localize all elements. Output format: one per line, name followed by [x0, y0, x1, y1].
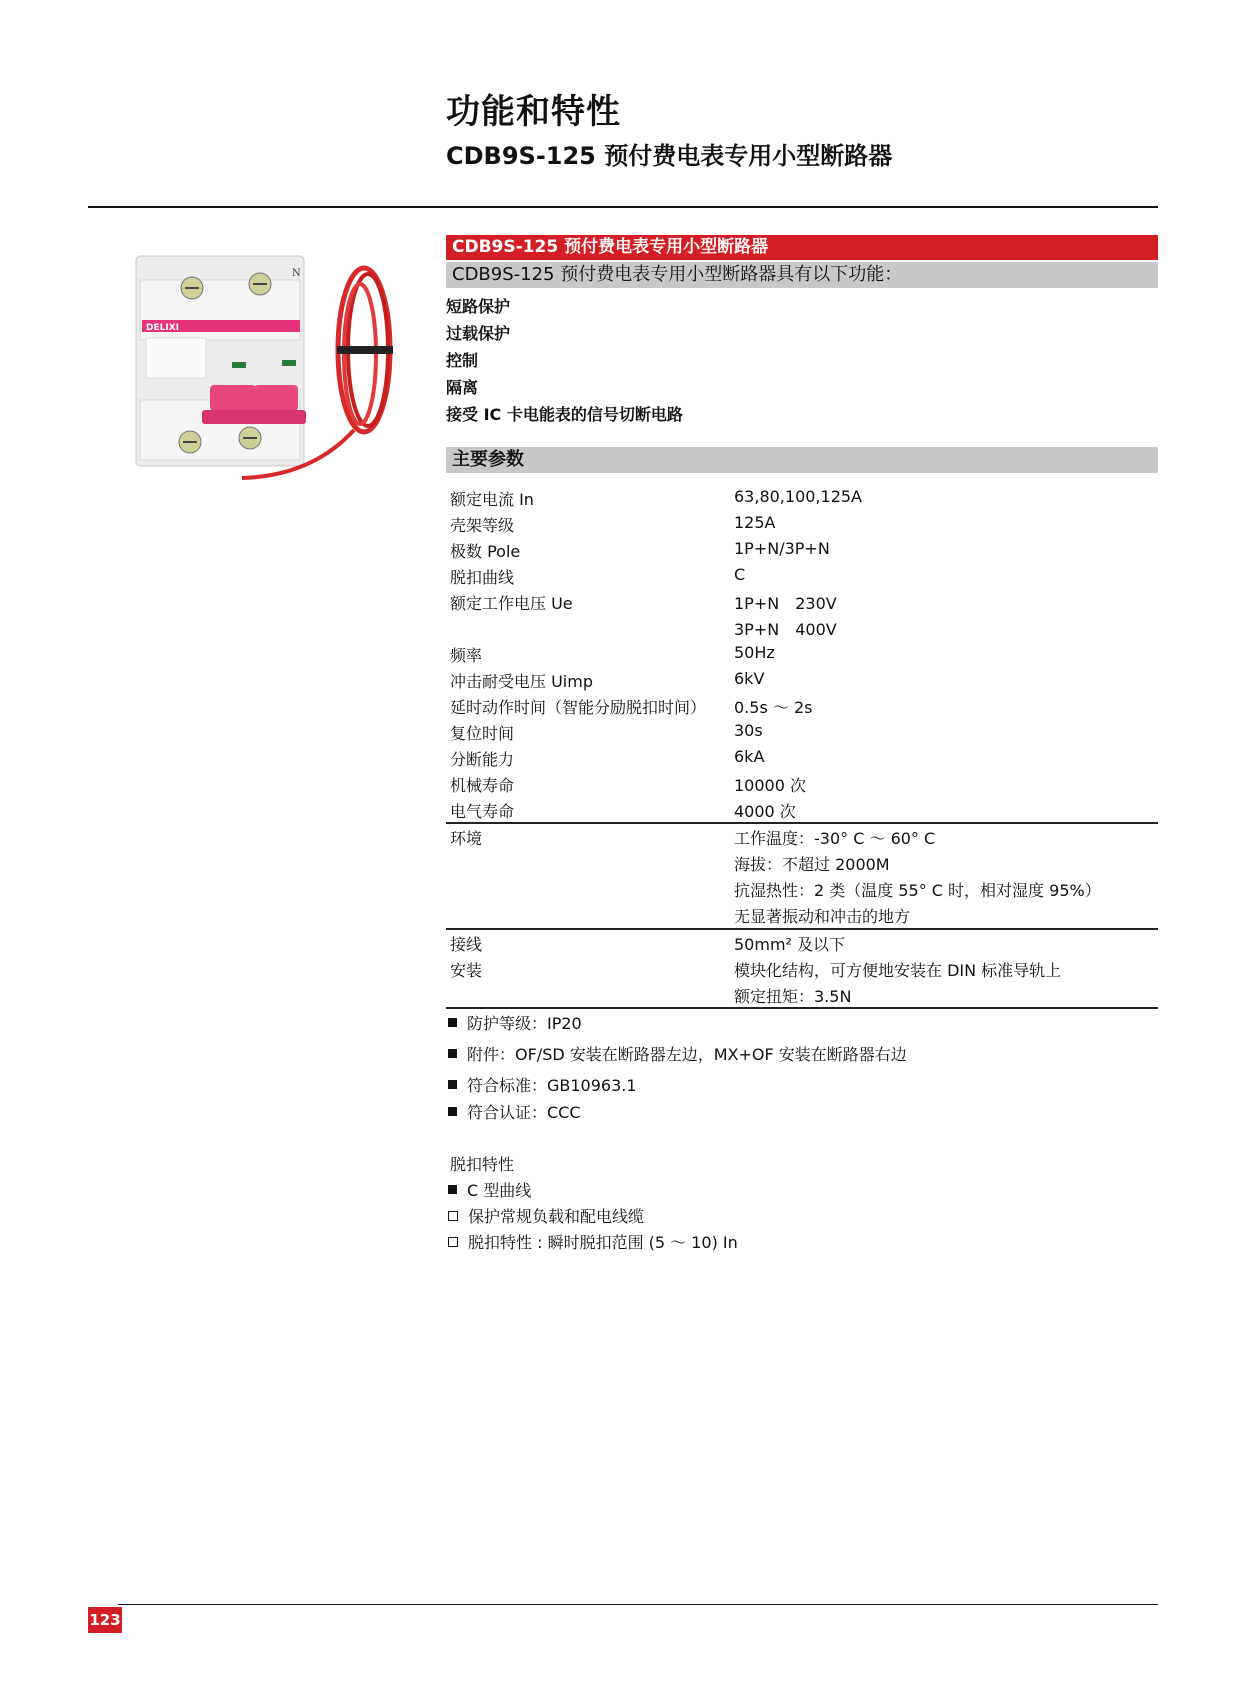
wiring-label: 接线 — [450, 935, 483, 954]
spec-bullet: 符合认证：CCC — [448, 1100, 581, 1123]
install-value: 模块化结构，可方便地安装在 DIN 标准导轨上 — [734, 961, 1062, 980]
env-value: 抗湿热性：2 类（温度 55° C 时，相对湿度 95%） — [734, 881, 1101, 900]
page-title: 功能和特性 — [446, 92, 621, 132]
param-label: 延时动作时间（智能分励脱扣时间） — [450, 698, 707, 717]
param-value: 3P+N 400V — [734, 620, 837, 639]
install-value: 额定扭矩：3.5N — [734, 987, 852, 1006]
function-item: 隔离 — [446, 378, 479, 397]
env-value: 海拔：不超过 2000M — [734, 855, 890, 874]
function-item: 控制 — [446, 351, 479, 370]
trip-item: 脱扣特性 : 瞬时脱扣范围 (5 ～ 10) In — [448, 1230, 738, 1253]
param-value: 63,80,100,125A — [734, 487, 862, 506]
square-bullet-icon — [448, 1049, 457, 1058]
trip-item: 保护常规负载和配电线缆 — [448, 1204, 644, 1227]
table-divider — [446, 928, 1158, 930]
param-label: 机械寿命 — [450, 776, 515, 795]
param-value: C — [734, 565, 746, 584]
param-label: 极数 Pole — [450, 542, 521, 561]
params-heading-bar: 主要参数 — [446, 447, 1158, 473]
param-label: 分断能力 — [450, 750, 515, 769]
svg-text:N: N — [292, 268, 301, 279]
param-value: 6kV — [734, 669, 765, 688]
env-value: 工作温度：-30° C ～ 60° C — [734, 829, 936, 848]
page-number: 123 — [88, 1607, 122, 1633]
open-square-bullet-icon — [448, 1211, 458, 1221]
svg-text:DELIXI: DELIXI — [146, 323, 179, 333]
spec-bullet: 防护等级：IP20 — [448, 1011, 582, 1034]
env-value: 无显著振动和冲击的地方 — [734, 907, 911, 926]
param-value: 6kA — [734, 747, 765, 766]
param-value: 50Hz — [734, 643, 775, 662]
wiring-value: 50mm² 及以下 — [734, 935, 846, 954]
function-item: 接受 IC 卡电能表的信号切断电路 — [446, 405, 683, 424]
functions-intro-bar: CDB9S-125 预付费电表专用小型断路器具有以下功能： — [446, 262, 1158, 288]
product-title-bar: CDB9S-125 预付费电表专用小型断路器 — [446, 235, 1158, 260]
install-label: 安装 — [450, 961, 483, 980]
trip-heading: 脱扣特性 — [450, 1155, 515, 1174]
square-bullet-icon — [448, 1107, 457, 1116]
open-square-bullet-icon — [448, 1237, 458, 1247]
env-label: 环境 — [450, 829, 483, 848]
square-bullet-icon — [448, 1185, 457, 1194]
square-bullet-icon — [448, 1018, 457, 1027]
param-value: 125A — [734, 513, 776, 532]
param-label: 冲击耐受电压 Uimp — [450, 672, 593, 691]
table-divider — [446, 1007, 1158, 1009]
param-label: 壳架等级 — [450, 516, 515, 535]
page-subtitle: CDB9S-125 预付费电表专用小型断路器 — [446, 142, 893, 170]
trip-item: C 型曲线 — [448, 1178, 531, 1201]
param-label: 复位时间 — [450, 724, 515, 743]
param-value: 1P+N 230V — [734, 594, 837, 613]
param-value: 4000 次 — [734, 802, 796, 821]
param-value: 10000 次 — [734, 776, 806, 795]
spec-bullet: 附件：OF/SD 安装在断路器左边，MX+OF 安装在断路器右边 — [448, 1042, 907, 1065]
function-item: 短路保护 — [446, 297, 511, 316]
table-divider — [446, 822, 1158, 824]
square-bullet-icon — [448, 1080, 457, 1089]
product-image — [132, 250, 422, 485]
param-value: 30s — [734, 721, 763, 740]
param-label: 频率 — [450, 646, 483, 665]
spec-bullet: 符合标准：GB10963.1 — [448, 1073, 637, 1096]
param-label: 额定电流 In — [450, 490, 534, 509]
footer-divider — [118, 1604, 1158, 1605]
param-value: 1P+N/3P+N — [734, 539, 830, 558]
param-label: 电气寿命 — [450, 802, 515, 821]
param-value: 0.5s ～ 2s — [734, 698, 813, 717]
function-item: 过载保护 — [446, 324, 511, 343]
param-label: 脱扣曲线 — [450, 568, 515, 587]
param-label: 额定工作电压 Ue — [450, 594, 573, 613]
header-divider — [88, 206, 1158, 208]
